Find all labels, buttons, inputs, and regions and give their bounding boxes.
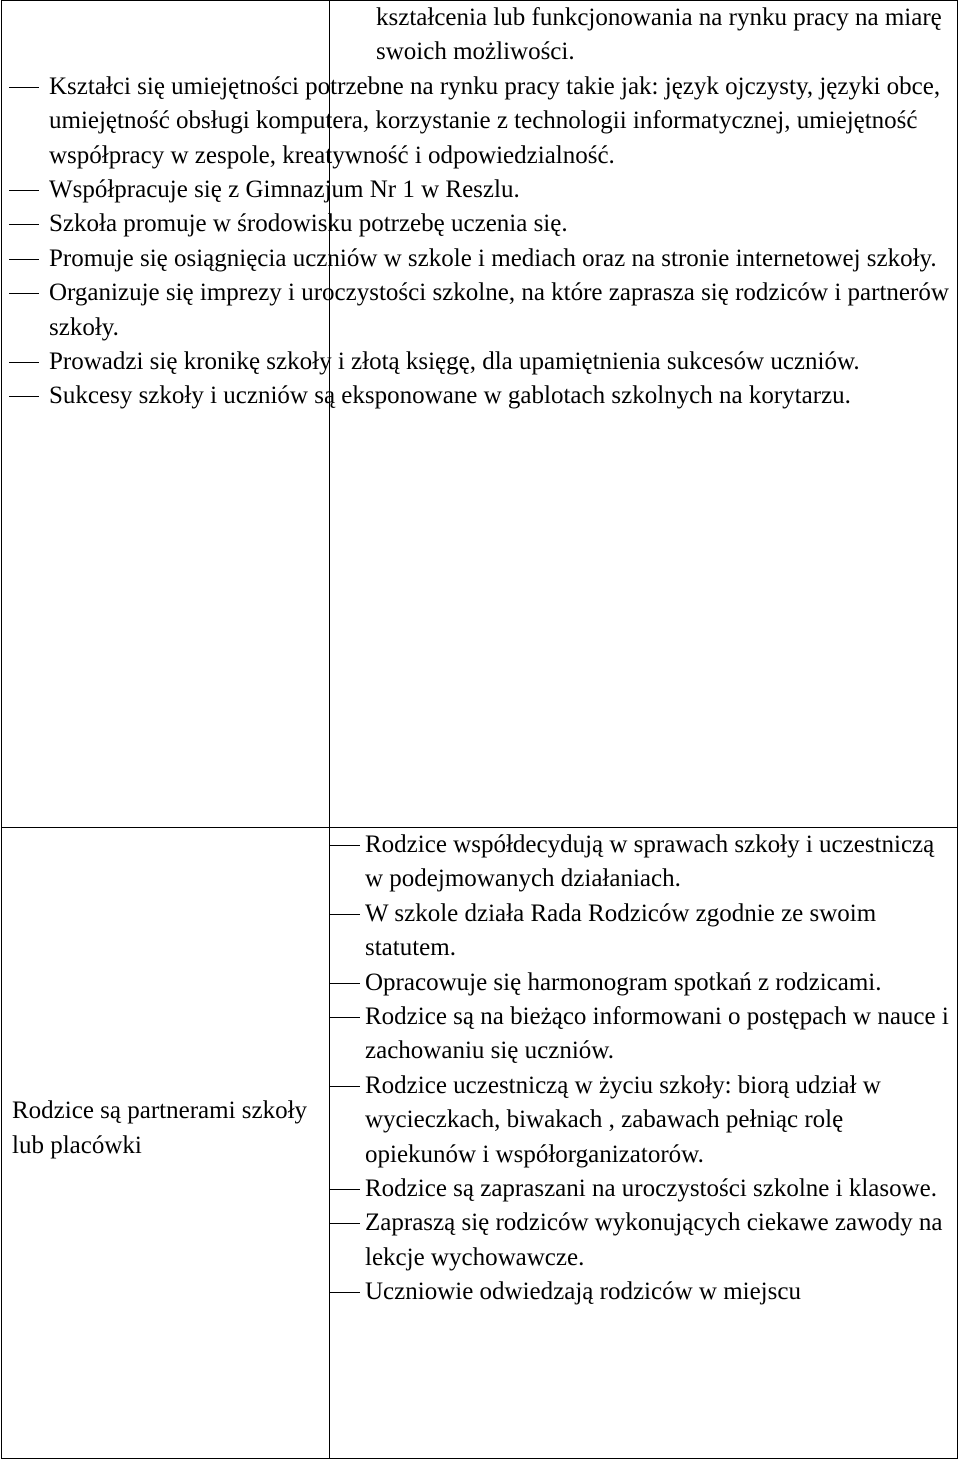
dash-bullet-icon <box>330 1189 360 1190</box>
list-item-text: Prowadzi się kronikę szkoły i złotą księgę, dla upamiętnienia sukcesów uczniów. <box>49 348 860 376</box>
list-item <box>330 1172 957 1206</box>
list-item-text: Współpracuje się z Gimnazjum Nr 1 w Reszlu. <box>49 176 520 204</box>
list-item-text: Promuje się osiągnięcia uczniów w szkole i mediach oraz na stronie internetowej szkoły. <box>49 244 937 272</box>
list-item <box>9 379 957 413</box>
list-item <box>9 70 957 173</box>
dash-bullet-icon <box>9 190 39 191</box>
list-item <box>330 1069 957 1172</box>
row2-right-cell <box>330 828 958 1459</box>
row1-right-cell <box>49 1 958 828</box>
dash-bullet-icon <box>9 259 39 260</box>
list-item-text: Organizuje się imprezy i uroczystości szkolne, na które zaprasza się rodziców i partnerów szkoły. <box>49 279 949 341</box>
table-row-1 <box>2 1 958 828</box>
list-item-text: Kształci się umiejętności potrzebne na rynku pracy takie jak: język ojczysty, języki obce, umiejętność obsługi komputera, korzystanie z technologii informatycznej, umiejętność współpracy w zespole, kreatywność i odpowiedzialność. <box>49 72 941 169</box>
dash-bullet-icon <box>330 845 360 846</box>
list-item <box>330 897 957 966</box>
dash-bullet-icon <box>330 1223 360 1224</box>
list-item-text: Uczniowie odwiedzają rodziców w miejscu <box>365 1278 801 1306</box>
list-item-text: Opracowuje się harmonogram spotkań z rodzicami. <box>365 968 882 996</box>
dash-bullet-icon <box>330 1292 360 1293</box>
list-item <box>330 1206 957 1275</box>
list-item <box>9 276 957 345</box>
dash-bullet-icon <box>9 396 39 397</box>
list-item <box>330 1275 957 1309</box>
row2-left-cell <box>2 828 330 1459</box>
list-item <box>9 345 957 379</box>
list-item <box>330 1000 957 1069</box>
list-item-text: Sukcesy szkoły i uczniów są eksponowane w gablotach szkolnych na korytarzu. <box>49 382 851 410</box>
list-item-text: Rodzice są na bieżąco informowani o postępach w nauce i zachowaniu się uczniów. <box>365 1003 949 1065</box>
list-item-text: Rodzice współdecydują w sprawach szkoły i uczestniczą w podejmowanych działaniach. <box>365 831 935 893</box>
list-item-text: Szkoła promuje w środowisku potrzebę uczenia się. <box>49 210 568 238</box>
list-item-text: Zapraszą się rodziców wykonujących ciekawe zawody na lekcje wychowawcze. <box>365 1209 943 1271</box>
list-item <box>9 207 957 241</box>
list-item <box>9 242 957 276</box>
row1-bullet-list <box>49 70 957 414</box>
row2-bullet-list <box>330 828 957 1310</box>
list-item <box>330 828 957 897</box>
dash-bullet-icon <box>9 293 39 294</box>
continuation-text: kształcenia lub funkcjonowania na rynku pracy na miarę swoich możliwości. <box>376 4 942 66</box>
table-row-2 <box>2 828 958 1459</box>
dash-bullet-icon <box>330 983 360 984</box>
dash-bullet-icon <box>330 1086 360 1087</box>
list-item-text: W szkole działa Rada Rodziców zgodnie ze swoim statutem. <box>365 899 877 962</box>
dash-bullet-icon <box>9 87 39 88</box>
row-heading: Rodzice są partnerami szkoły lub placówki <box>12 1097 308 1159</box>
list-item <box>330 966 957 1000</box>
list-item-text: Rodzice uczestniczą w życiu szkoły: biorą udział w wycieczkach, biwakach , zabawach pełniąc rolę opiekunów i współorganizatorów. <box>365 1071 881 1168</box>
dash-bullet-icon <box>9 224 39 225</box>
list-item-text: Rodzice są zapraszani na uroczystości szkolne i klasowe. <box>365 1175 938 1203</box>
dash-bullet-icon <box>330 1017 360 1018</box>
document-table <box>1 0 958 1459</box>
dash-bullet-icon <box>9 362 39 363</box>
list-item <box>9 173 957 207</box>
dash-bullet-icon <box>330 914 360 915</box>
